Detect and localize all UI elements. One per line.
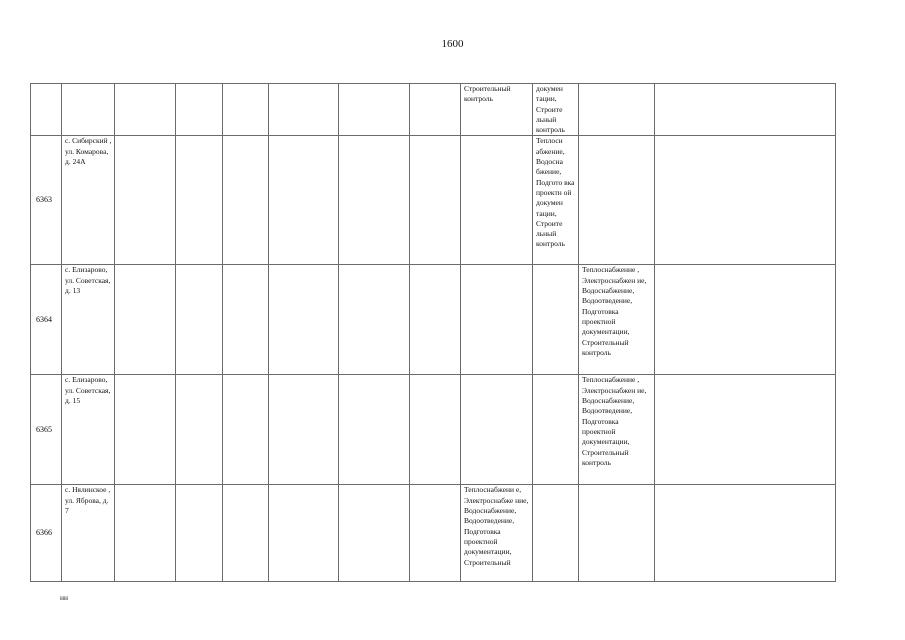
empty-cell [410, 375, 461, 485]
address-cell [62, 84, 115, 136]
empty-cell [269, 375, 339, 485]
empty-cell [176, 136, 223, 265]
works-cell [461, 265, 533, 375]
empty-cell [339, 136, 410, 265]
works-cell-text: Теплоснабжени е, Электроснабже ние, Водоснабжение, Водоотведение, Подготовка проектной документации, Строительный [464, 485, 529, 567]
empty-cell [115, 265, 176, 375]
works-cell [533, 375, 579, 485]
empty-cell [176, 375, 223, 485]
row-number [31, 265, 62, 375]
table-row [31, 375, 836, 485]
row-number-text: 6363 [36, 195, 52, 205]
works-cell-text: докумен тации, Строите льный контроль [536, 84, 565, 135]
works-cell [461, 485, 533, 582]
works-cell [579, 84, 655, 136]
table-row [31, 485, 836, 582]
footer-note: нн [60, 593, 69, 602]
table-row [31, 265, 836, 375]
works-cell [533, 485, 579, 582]
empty-cell [223, 136, 269, 265]
empty-cell [339, 375, 410, 485]
address-cell [62, 265, 115, 375]
empty-cell [176, 485, 223, 582]
row-number-text: 6366 [36, 528, 52, 538]
empty-cell [410, 485, 461, 582]
empty-cell [223, 265, 269, 375]
address-cell-text: с. Сибирский , ул. Комарова, д. 24А [65, 136, 112, 167]
works-cell-text: Строительный контроль [464, 84, 511, 104]
table-row [31, 84, 836, 136]
works-cell-text: Теплоснабжение , Электроснабжен ие, Водоснабжение, Водоотведение, Подготовка проектной документации, Строительный контроль [582, 375, 647, 467]
empty-cell [410, 136, 461, 265]
empty-cell [115, 485, 176, 582]
works-cell [579, 375, 655, 485]
works-cell [579, 136, 655, 265]
empty-cell [655, 84, 836, 136]
row-number [31, 485, 62, 582]
empty-cell [115, 84, 176, 136]
address-cell-text: с. Елизарово, ул. Советская, д. 13 [65, 265, 111, 296]
empty-cell [339, 265, 410, 375]
empty-cell [223, 375, 269, 485]
works-cell [461, 375, 533, 485]
empty-cell [655, 375, 836, 485]
works-cell [461, 136, 533, 265]
data-table [30, 83, 836, 582]
page-number: 1600 [441, 38, 464, 50]
empty-cell [339, 485, 410, 582]
empty-cell [223, 84, 269, 136]
row-number-text: 6365 [36, 424, 52, 434]
empty-cell [269, 84, 339, 136]
table-row [31, 136, 836, 265]
empty-cell [655, 265, 836, 375]
works-cell [579, 265, 655, 375]
empty-cell [176, 265, 223, 375]
empty-cell [410, 84, 461, 136]
works-cell [533, 265, 579, 375]
works-cell [533, 84, 579, 136]
empty-cell [115, 375, 176, 485]
address-cell [62, 136, 115, 265]
works-cell [533, 136, 579, 265]
empty-cell [410, 265, 461, 375]
row-number [31, 136, 62, 265]
address-cell [62, 375, 115, 485]
row-number-text: 6364 [36, 314, 52, 324]
row-number [31, 84, 62, 136]
empty-cell [176, 84, 223, 136]
address-cell-text: с. Елизарово, ул. Советская, д. 15 [65, 375, 111, 406]
works-cell-text: Теплоснабжение , Электроснабжен ие, Водоснабжение, Водоотведение, Подготовка проектной документации, Строительный контроль [582, 265, 647, 357]
works-cell-text: Теплосн абжение, Водосна бжение, Подгото вка проектн ой докумен тации, Строите льный контроль [536, 136, 575, 249]
empty-cell [655, 136, 836, 265]
empty-cell [269, 485, 339, 582]
empty-cell [655, 485, 836, 582]
works-cell [579, 485, 655, 582]
empty-cell [269, 265, 339, 375]
address-cell [62, 485, 115, 582]
works-cell [461, 84, 533, 136]
row-number [31, 375, 62, 485]
empty-cell [223, 485, 269, 582]
empty-cell [115, 136, 176, 265]
empty-cell [339, 84, 410, 136]
address-cell-text: с. Нялинское , ул. Яброва, д. 7 [65, 485, 111, 516]
empty-cell [269, 136, 339, 265]
